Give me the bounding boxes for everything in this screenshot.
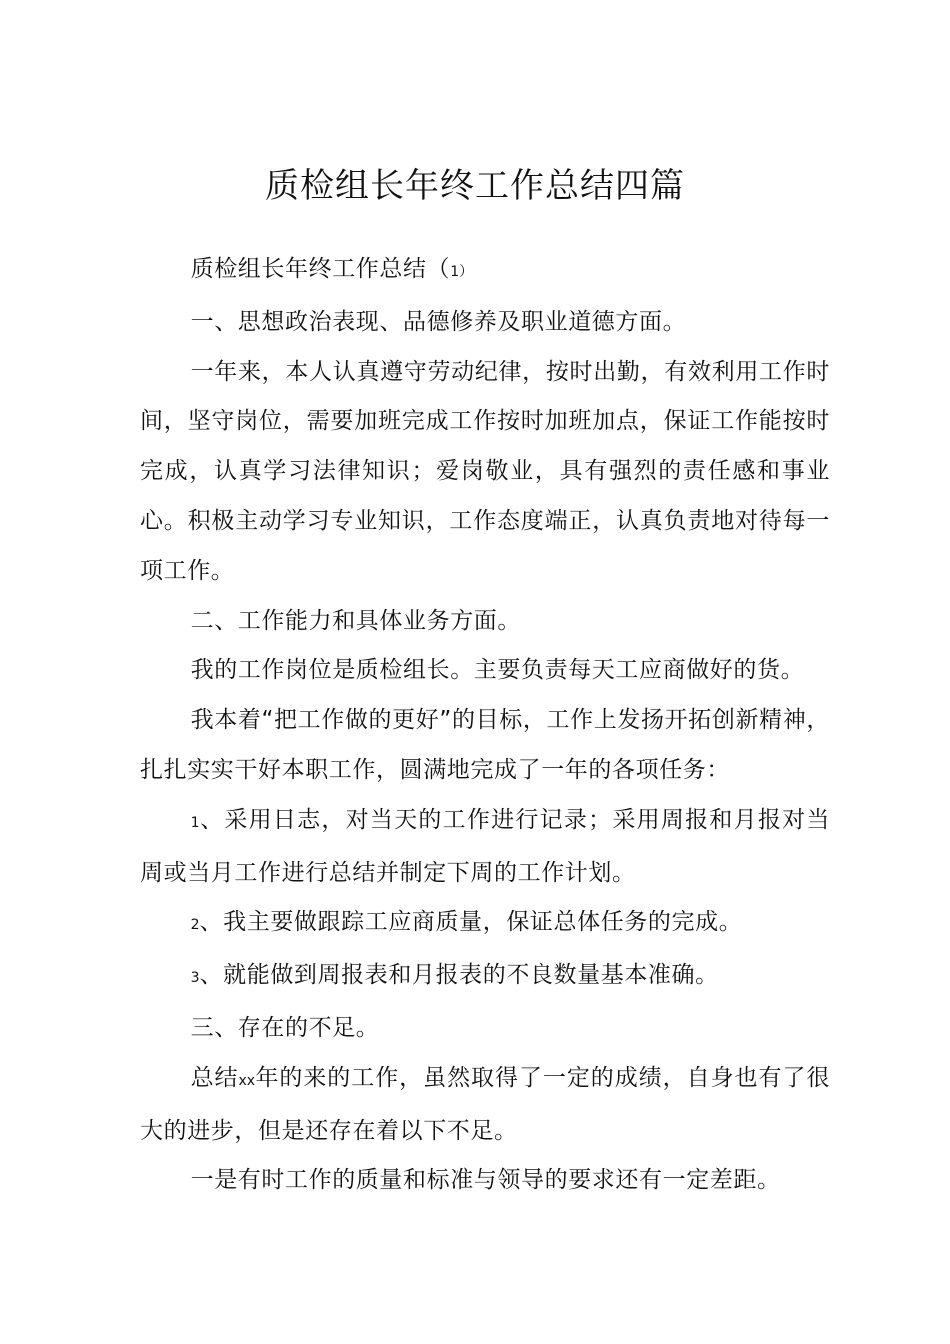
subtitle-text: 质检组长年终工作总结（ [190, 256, 451, 282]
list-item-3-number: 3 [190, 970, 200, 987]
section2-paragraph-1: 我的工作岗位是质检组长。主要负责每天工应商做好的货。 [190, 657, 805, 684]
list-item-2-text: 、我主要做跟踪工应商质量，保证总体任务的完成。 [199, 909, 743, 936]
section1-heading: 一、思想政治表现、品德修养及职业道德方面。 [190, 308, 687, 335]
section3-paragraph-1-rest: 年的来的工作，虽然取得了一定的成绩，自身也有了很大的进步，但是还存在着以下不足。 [140, 1064, 831, 1144]
year-placeholder: xx [238, 1072, 256, 1089]
section3-paragraph-1-start: 总结 [190, 1064, 239, 1091]
section2-paragraph-2: 我本着“把工作做的更好”的目标，工作上发扬开拓创新精神，扎扎实实干好本职工作，圆满地完成了一年的各项任务： [140, 707, 830, 783]
list-item-3 [140, 951, 830, 1004]
list-item-3-text: 、就能做到周报表和月报表的不良数量基本准确。 [199, 962, 719, 989]
list-item-1 [140, 796, 830, 899]
section3-paragraph-1 [140, 1054, 830, 1157]
document-body [140, 245, 830, 1206]
section1-body: 一年来，本人认真遵守劳动纪律，按时出勤，有效利用工作时间，坚守岗位，需要加班完成工作按时加班加点，保证工作能按时完成，认真学习法律知识；爱岗敬业，具有强烈的责任感和事业心。积极主动学习专业知识，工作态度端正，认真负责地对待每一项工作。 [140, 358, 830, 584]
subtitle [140, 245, 830, 298]
list-item-2 [140, 898, 830, 951]
list-item-2-number: 2 [190, 917, 200, 934]
document-title: 质检组长年终工作总结四篇 [265, 166, 685, 206]
section3-paragraph-2: 一是有时工作的质量和标准与领导的要求还有一定差距。 [190, 1167, 781, 1194]
subtitle-number: 1） [450, 264, 474, 280]
list-item-1-number: 1 [190, 814, 200, 831]
section2-heading: 二、工作能力和具体业务方面。 [190, 607, 521, 634]
section3-heading: 三、存在的不足。 [190, 1014, 380, 1041]
list-item-1-text: 、采用日志，对当天的工作进行记录；采用周报和月报对当周或当月工作进行总结并制定下周的工作计划。 [140, 806, 830, 886]
